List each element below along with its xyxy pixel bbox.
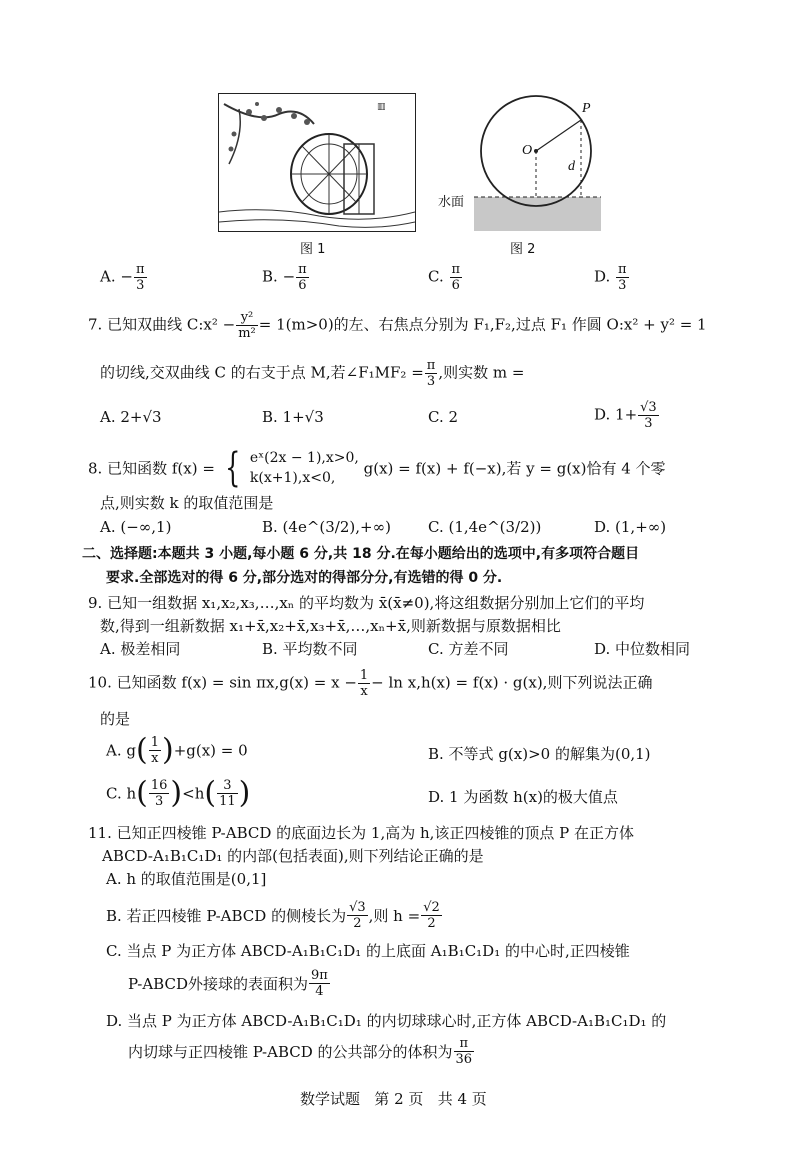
q11-option-b[interactable]: B. 若正四棱锥 P-ABCD 的侧棱长为 $\frac{√3}{2}$ ,则 h = $\frac{√2}{2}$ [106,900,440,931]
q9-line-2: 数,得到一组新数据 x₁+x̄,x₂+x̄,x₃+x̄,…,xₙ+x̄,则新数据与原数据相比 [100,617,561,635]
q8-option-a[interactable]: A. (−∞,1) [100,518,172,536]
figure-2-caption: 图 2 [510,242,536,257]
circle-water-diagram [436,93,606,235]
water-surface-label: 水面 [438,195,465,210]
q10-option-c[interactable]: C. h( $\frac{16}{3}$ )<h( $\frac{3}{11}$ ) [106,775,251,811]
figure-1 [218,93,416,232]
q6-option-d[interactable]: D. $\frac{\pi}{3}$ [594,262,627,293]
q10-line-2: 的是 [100,710,131,728]
q7-option-c[interactable]: C. 2 [428,408,459,426]
q6-option-c[interactable]: C. $\frac{\pi}{6}$ [428,262,461,293]
label-d: d [568,159,575,174]
section-2-header-line-2: 要求.全部选对的得 6 分,部分选对的得部分分,有选错的得 0 分. [106,570,503,586]
q11-option-d-line-2: 内切球与正四棱锥 P-ABCD 的公共部分的体积为 $\frac{\pi}{36}$ [128,1036,473,1067]
q6-option-a[interactable]: A. − $\frac{\pi}{3}$ [100,262,145,293]
q11-option-c-line-2: P-ABCD外接球的表面积为 $\frac{9\pi}{4}$ [128,968,328,999]
q7-option-a[interactable]: A. 2+√3 [100,408,162,426]
q10-option-a[interactable]: A. g( $\frac{1}{x}$ )+g(x) = 0 [106,732,248,768]
page-footer: 数学试题 第 2 页 共 4 页 [300,1090,487,1108]
q6-option-b[interactable]: B. − $\frac{\pi}{6}$ [262,262,307,293]
q7-option-d[interactable]: D. 1+ $\frac{√3}{3}$ [594,400,657,431]
q7-line-2: 的切线,交双曲线 C 的右支于点 M,若∠F₁MF₂ = $\frac{\pi}{3}$ ,则实数 m = [100,358,525,389]
q9-option-d[interactable]: D. 中位数相同 [594,640,691,658]
q10-line-1: 10. 已知函数 f(x) = sin πx,g(x) = x − $\frac{1}{x}$ − ln x,h(x) = f(x) · g(x),则下列说法正确 [88,668,653,699]
water-wheel-illustration [219,94,415,231]
q9-option-a[interactable]: A. 极差相同 [100,640,181,658]
q8-option-d[interactable]: D. (1,+∞) [594,518,667,536]
q8-line-2: 点,则实数 k 的取值范围是 [100,494,274,512]
q8-option-c[interactable]: C. (1,4e^(3/2)) [428,518,542,536]
q11-option-a[interactable]: A. h 的取值范围是(0,1] [106,870,267,888]
q11-option-d-line-1[interactable]: D. 当点 P 为正方体 ABCD-A₁B₁C₁D₁ 的内切球球心时,正方体 ABCD-A₁B₁C₁D₁ 的 [106,1012,667,1030]
q7-option-b[interactable]: B. 1+√3 [262,408,324,426]
section-2-header-line-1: 二、选择题:本题共 3 小题,每小题 6 分,共 18 分.在每小题给出的选项中,有多项符合题目 [82,546,640,562]
q9-option-b[interactable]: B. 平均数不同 [262,640,358,658]
q9-line-1: 9. 已知一组数据 x₁,x₂,x₃,…,xₙ 的平均数为 x̄(x̄≠0),将这组数据分别加上它们的平均 [88,594,645,612]
q11-line-1: 11. 已知正四棱锥 P-ABCD 的底面边长为 1,高为 h,该正四棱锥的顶点 P 在正方体 [88,824,635,842]
q10-option-d[interactable]: D. 1 为函数 h(x)的极大值点 [428,788,618,806]
q9-option-c[interactable]: C. 方差不同 [428,640,509,658]
svg-text:▥: ▥ [377,102,386,112]
q8-line-1: 8. 已知函数 f(x) = { eˣ(2x − 1),x>0, k(x+1),x<0, g(x) = f(x) + f(−x),若 y = g(x)恰有 4 个零 [88,445,666,491]
q11-line-2: ABCD-A₁B₁C₁D₁ 的内部(包括表面),则下列结论正确的是 [102,847,484,865]
q10-option-b[interactable]: B. 不等式 g(x)>0 的解集为(0,1) [428,745,651,763]
figure-2 [436,93,606,235]
label-P: P [582,101,591,116]
q8-case-1: eˣ(2x − 1),x>0, [249,450,359,466]
q11-option-c-line-1[interactable]: C. 当点 P 为正方体 ABCD-A₁B₁C₁D₁ 的上底面 A₁B₁C₁D₁ 的中心时,正四棱锥 [106,942,630,960]
q8-case-2: k(x+1),x<0, [249,470,336,486]
q7-line-1: 7. 已知双曲线 C:x² − $\frac{\text{y²}}{\text{m²}}$ = 1(m>0)的左、右焦点分别为 F₁,F₂,过点 F₁ 作圆 O:x² + y² = 1 [88,310,707,341]
label-O: O [522,143,533,158]
q8-option-b[interactable]: B. (4e^(3/2),+∞) [262,518,391,536]
figure-1-caption: 图 1 [300,242,326,257]
